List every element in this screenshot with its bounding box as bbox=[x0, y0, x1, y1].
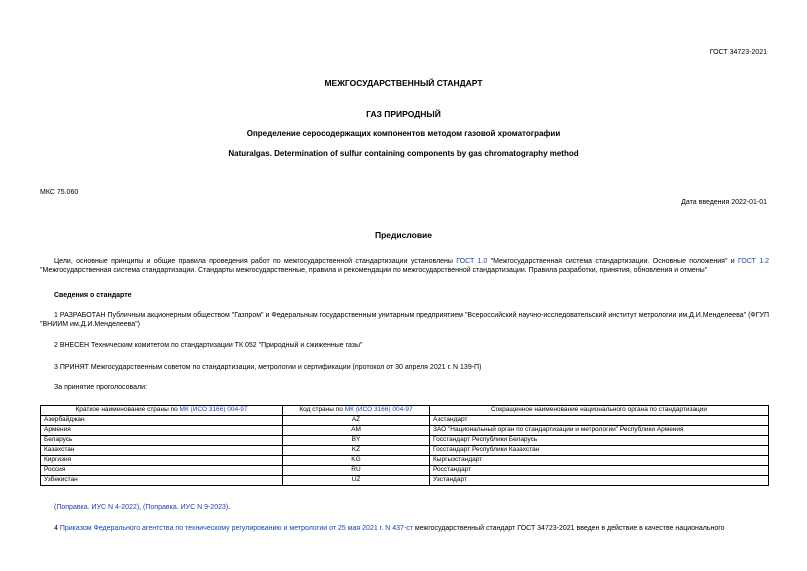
code-cell: AZ bbox=[283, 416, 430, 426]
body-cell: Кыргызстандарт bbox=[430, 456, 769, 466]
document-title: ГАЗ ПРИРОДНЫЙ bbox=[366, 109, 441, 119]
country-cell: Армения bbox=[41, 426, 283, 436]
body-cell: Госстандарт Республики Казахстан bbox=[430, 446, 769, 456]
text: межгосударственный стандарт ГОСТ 34723-2021 введен в действие в качестве национального bbox=[412, 525, 725, 532]
code-cell: AM bbox=[283, 426, 430, 436]
body-cell: Азстандарт bbox=[430, 416, 769, 426]
code-cell: UZ bbox=[283, 476, 430, 486]
text: Цели, основные принципы и общие правила проведения работ по межгосударственной стандартизации установлены bbox=[54, 258, 457, 265]
table-header-row bbox=[41, 406, 769, 416]
country-cell: Беларусь bbox=[41, 436, 283, 446]
code-cell: KZ bbox=[283, 446, 430, 456]
order-link[interactable]: Приказом Федерального агентства по техническому регулированию и метрологии от 25 мая 2021 г. N 437-ст bbox=[59, 525, 413, 532]
text: . bbox=[228, 504, 231, 511]
body-cell: Узстандарт bbox=[430, 476, 769, 486]
amendment-link[interactable]: (Поправка. ИУС N 9-2023) bbox=[143, 504, 229, 511]
table-row bbox=[41, 416, 769, 426]
body-cell: Росстандарт bbox=[430, 466, 769, 476]
table-row bbox=[41, 426, 769, 436]
voting-countries-table bbox=[40, 405, 769, 486]
body-cell: ЗАО "Национальный орган по стандартизации и метрологии" Республики Армения bbox=[430, 426, 769, 436]
gost-number: ГОСТ 34723-2021 bbox=[709, 49, 767, 56]
table-row bbox=[41, 456, 769, 466]
country-cell: Россия bbox=[41, 466, 283, 476]
country-cell: Азербайджан bbox=[41, 416, 283, 426]
code-cell: BY bbox=[283, 436, 430, 446]
table-row bbox=[41, 446, 769, 456]
subtitle-english: Naturalgas. Determination of sulfur containing components by gas chromatography method bbox=[228, 149, 579, 158]
text: "Межгосударственная система стандартизации. Стандарты межгосударственные, правила и рекомендации по межгосударственной стандартизации. Правила разработки, принятия, обновления и отмены" bbox=[40, 266, 708, 274]
subtitle-russian: Определение серосодержащих компонентов методом газовой хроматографии bbox=[246, 129, 561, 138]
standard-type-title: МЕЖГОСУДАРСТВЕННЫЙ СТАНДАРТ bbox=[324, 78, 483, 88]
enacted-by-paragraph bbox=[40, 525, 769, 534]
text: 4 bbox=[54, 525, 60, 532]
preface-heading: Предисловие bbox=[374, 230, 433, 240]
country-cell: Казахстан bbox=[41, 446, 283, 456]
introduction-date: Дата введения 2022-01-01 bbox=[681, 199, 767, 206]
voted-for-label: За принятие проголосовали: bbox=[54, 384, 147, 391]
country-cell: Узбекистан bbox=[41, 476, 283, 486]
text: Краткое наименование страны по bbox=[75, 406, 180, 414]
table-row bbox=[41, 436, 769, 446]
table-row bbox=[41, 476, 769, 486]
text: "Межгосударственная система стандартизации. Основные положения" и bbox=[487, 258, 738, 265]
amendment-link[interactable]: (Поправка. ИУС N 4-2022) bbox=[54, 504, 140, 511]
amendments-line bbox=[54, 504, 230, 513]
column-header-body: Сокращенное наименование национального органа по стандартизации bbox=[430, 406, 769, 416]
mks-code: МКС 75.060 bbox=[40, 189, 79, 196]
column-header-country bbox=[41, 406, 283, 416]
table-row bbox=[41, 466, 769, 476]
text: , bbox=[139, 504, 144, 511]
text: Код страны по bbox=[299, 406, 345, 414]
preface-paragraph bbox=[40, 258, 769, 276]
body-cell: Госстандарт Республики Беларусь bbox=[430, 436, 769, 446]
mk-iso-3166-link[interactable]: МК (ИСО 3166) 004-97 bbox=[344, 406, 413, 414]
standard-info-heading: Сведения о стандарте bbox=[54, 292, 132, 299]
adopted-by-paragraph: 3 ПРИНЯТ Межгосударственным советом по стандартизации, метрологии и сертификации (протокол от 30 апреля 2021 г. N 139-П) bbox=[54, 364, 482, 371]
gost-1-0-link[interactable]: ГОСТ 1.0 bbox=[456, 258, 488, 265]
developed-by-paragraph: 1 РАЗРАБОТАН Публичным акционерным обществом "Газпром" и Федеральным государственным унитарным предприятием "Всероссийский научно-исследовательский институт метрологии им.Д.И.Менделеева" (ФГУП "ВНИИМ им.Д.И.Менделеева") bbox=[40, 312, 769, 328]
country-cell: Киргизия bbox=[41, 456, 283, 466]
gost-1-2-link[interactable]: ГОСТ 1.2 bbox=[738, 258, 769, 265]
mk-iso-3166-link[interactable]: МК (ИСО 3166) 004-97 bbox=[179, 406, 248, 414]
code-cell: RU bbox=[283, 466, 430, 476]
column-header-code bbox=[283, 406, 430, 416]
submitted-by-paragraph: 2 ВНЕСЕН Техническим комитетом по стандартизации ТК 052 "Природный и сжиженные газы" bbox=[54, 342, 363, 349]
code-cell: KG bbox=[283, 456, 430, 466]
